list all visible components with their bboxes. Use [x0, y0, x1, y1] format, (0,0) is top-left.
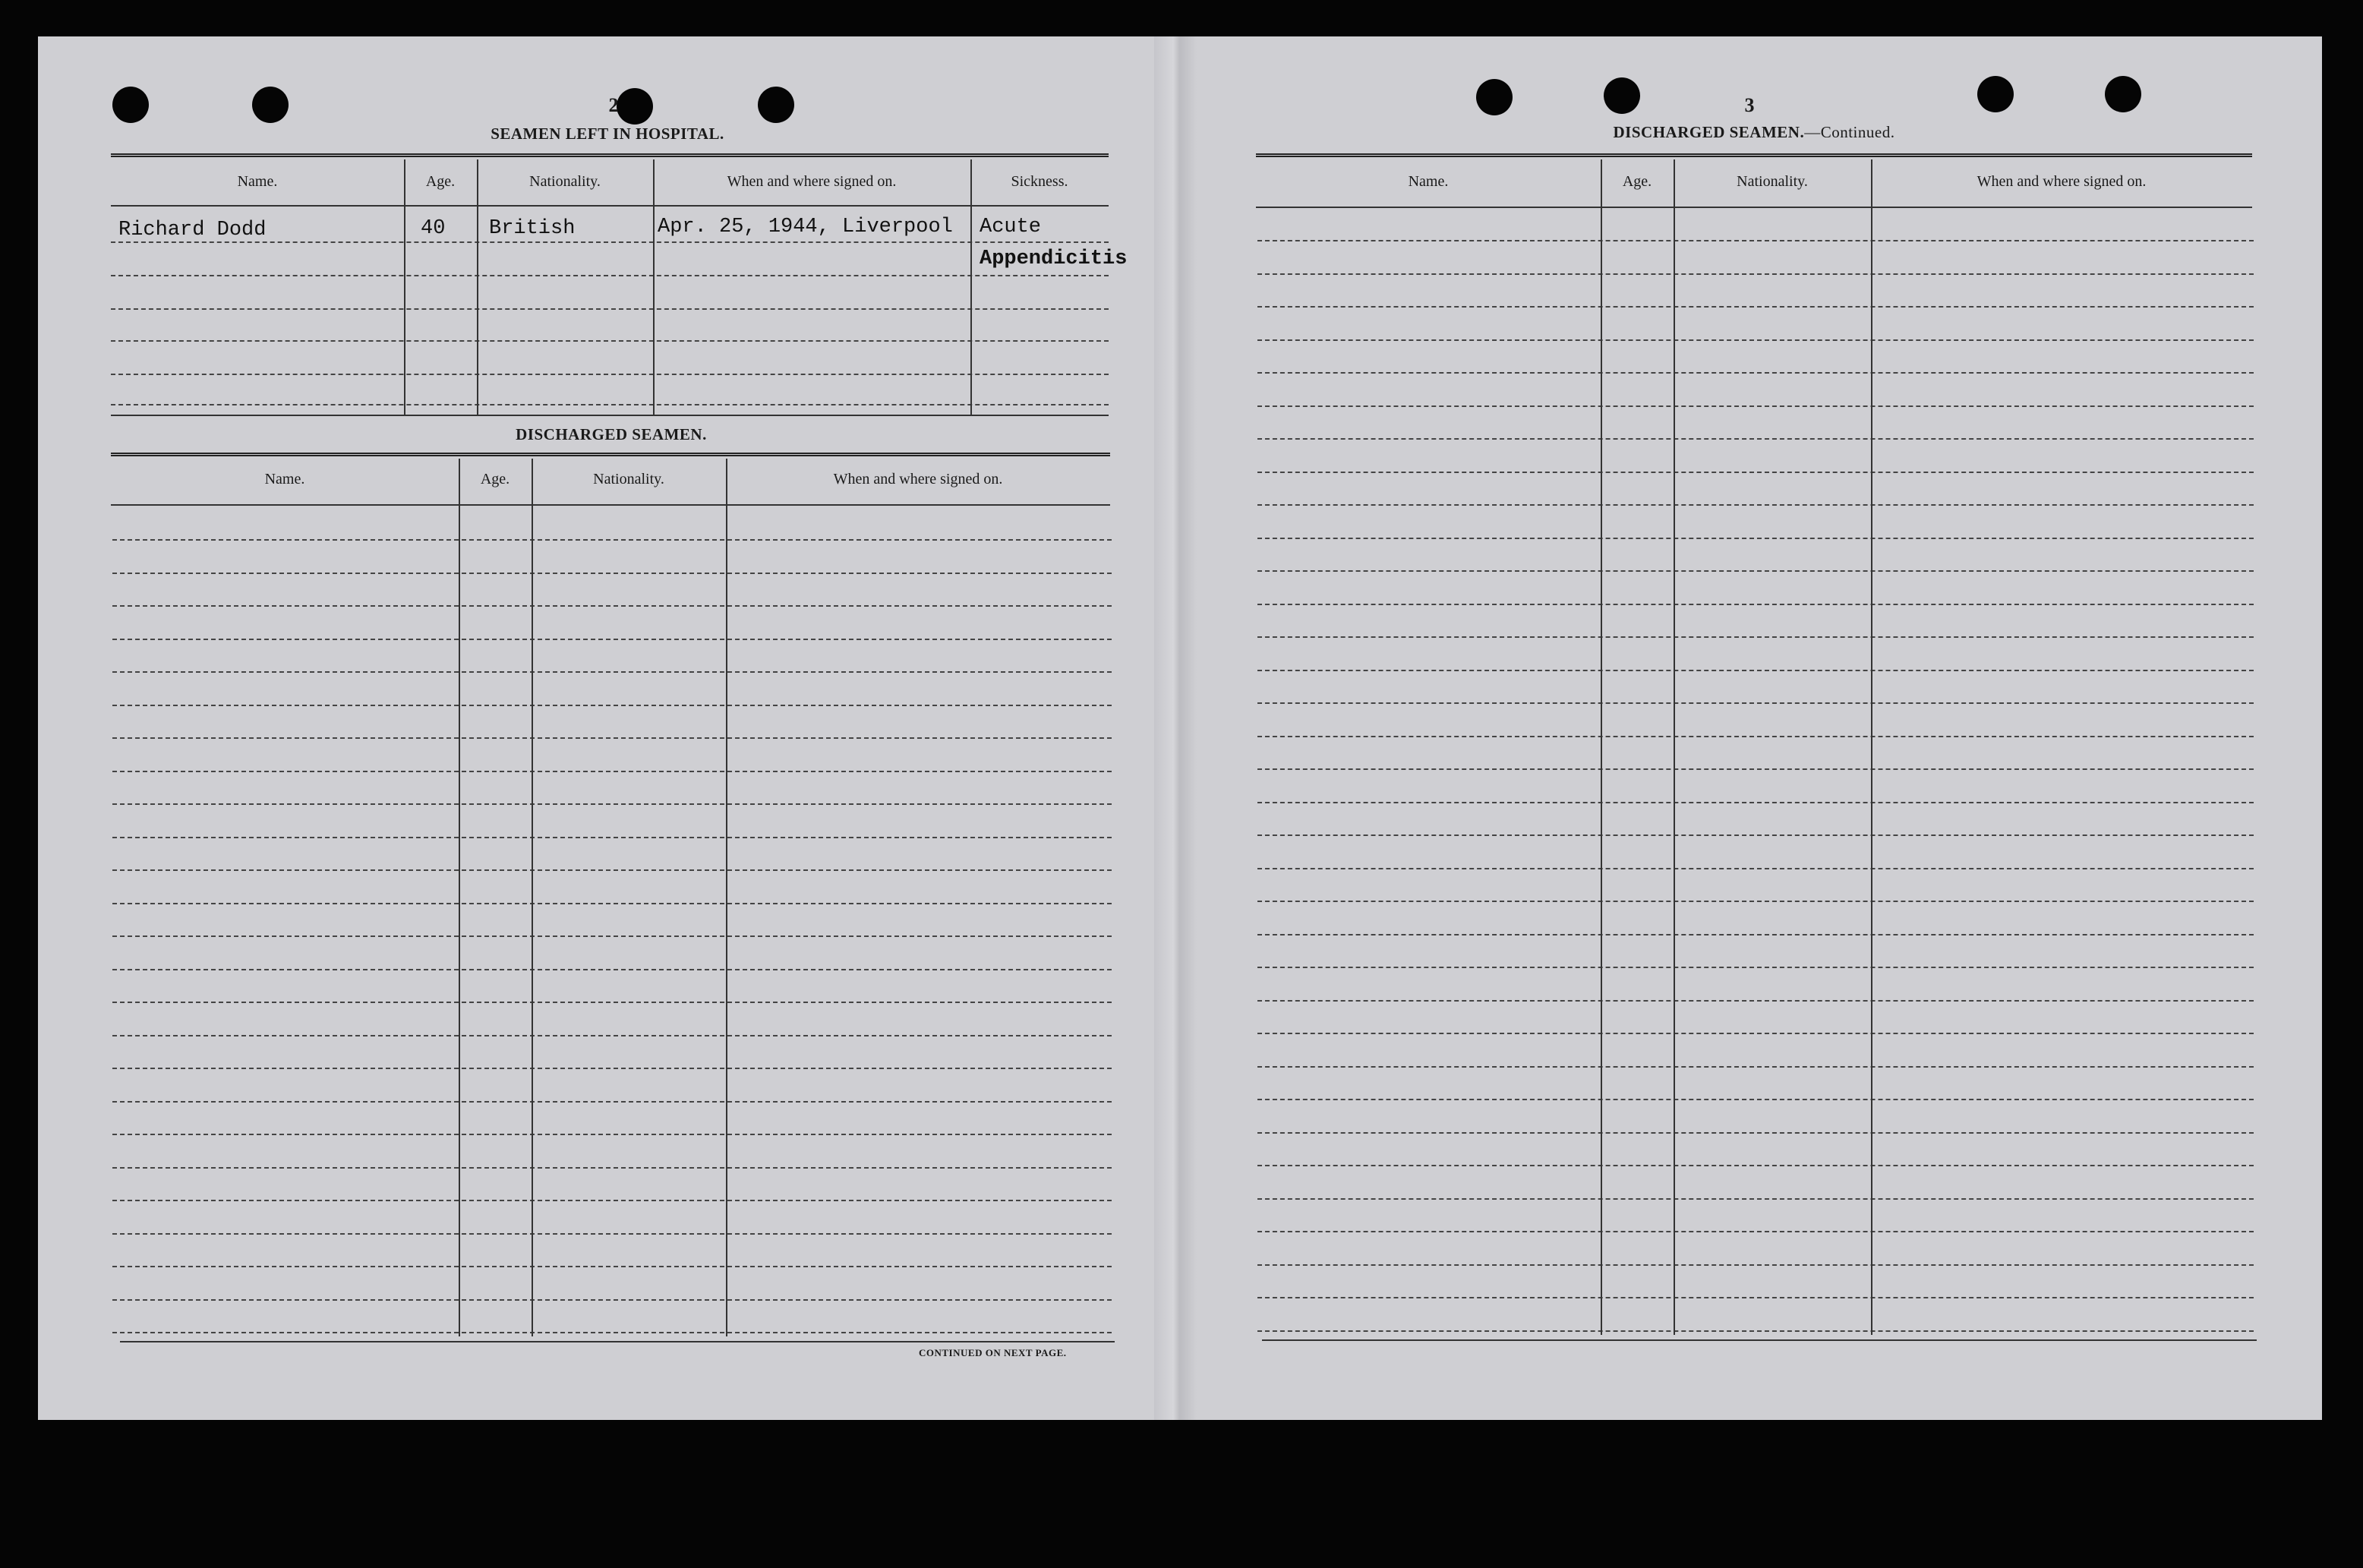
ledger-row-line	[1257, 768, 2254, 770]
hospital-col-divider	[970, 159, 972, 415]
punch-hole	[112, 87, 149, 123]
discharged-header-nationality-left: Nationality.	[593, 471, 664, 487]
discharged-col-divider-left	[459, 459, 460, 1336]
hospital-row-sickness-line1: Acute	[980, 216, 1042, 238]
hospital-row-line	[111, 404, 1109, 405]
ledger-row-line	[1257, 967, 2254, 968]
right-page	[1191, 36, 2322, 1420]
discharged-header-nationality-right: Nationality.	[1737, 173, 1808, 190]
ledger-row-line	[112, 903, 1112, 904]
punch-hole	[1604, 77, 1640, 114]
ledger-row-line	[112, 1266, 1112, 1267]
ledger-row-line	[1257, 1198, 2254, 1200]
ledger-row-line	[1257, 1132, 2254, 1134]
discharged-header-rule-right	[1256, 207, 2252, 208]
ledger-row-line	[1257, 834, 2254, 836]
hospital-header-age: Age.	[425, 173, 456, 190]
ledger-row-line	[1257, 570, 2254, 572]
page-number-left: 2	[608, 94, 619, 116]
ledger-row-line	[112, 573, 1112, 574]
ledger-row-line	[112, 539, 1112, 541]
ledger-row-line	[1257, 240, 2254, 241]
ledger-row-line	[1257, 702, 2254, 704]
punch-hole	[252, 87, 289, 123]
ledger-row-line	[112, 639, 1112, 640]
discharged-header-name-left: Name.	[264, 471, 305, 487]
discharged-header-signed-on-left: When and where signed on.	[833, 471, 1003, 487]
ledger-row-line	[112, 935, 1112, 937]
hospital-row-line	[111, 308, 1109, 310]
ledger-row-line	[1257, 339, 2254, 341]
ledger-row-line	[112, 605, 1112, 607]
ledger-row-line	[112, 837, 1112, 838]
ledger-row-line	[112, 1002, 1112, 1003]
hospital-header-sickness: Sickness.	[1011, 173, 1068, 190]
discharged-section-title-left: DISCHARGED SEAMEN.	[516, 425, 707, 443]
hospital-col-divider	[404, 159, 405, 415]
ledger-row-line	[1257, 736, 2254, 737]
punch-hole	[758, 87, 794, 123]
hospital-col-divider	[653, 159, 655, 415]
ledger-row-line	[1257, 538, 2254, 539]
continued-note: CONTINUED ON NEXT PAGE.	[919, 1347, 1067, 1358]
ledger-row-line	[1257, 472, 2254, 473]
ledger-row-line	[112, 1134, 1112, 1135]
hospital-header-nationality: Nationality.	[529, 173, 601, 190]
ledger-row-line	[1257, 1330, 2254, 1332]
ledger-row-line	[1257, 1066, 2254, 1068]
hospital-top-rule	[111, 153, 1109, 157]
discharged-header-age-left: Age.	[480, 471, 510, 487]
left-page	[38, 36, 1191, 1420]
hospital-row-nationality: British	[489, 217, 576, 240]
ledger-row-line	[112, 1200, 1112, 1201]
discharged-header-signed-on-right: When and where signed on.	[1977, 173, 2147, 190]
ledger-row-line	[112, 969, 1112, 970]
ledger-row-line	[1257, 1099, 2254, 1100]
discharged-top-rule-left	[111, 453, 1110, 456]
hospital-col-divider	[477, 159, 478, 415]
ledger-row-line	[1257, 372, 2254, 374]
ledger-row-line	[1257, 1033, 2254, 1034]
ledger-row-line	[1257, 1000, 2254, 1002]
ledger-row-line	[1257, 670, 2254, 671]
discharged-top-rule-right	[1256, 153, 2252, 157]
hospital-row-sickness-line2: Appendicitis	[980, 248, 1128, 270]
ledger-row-line	[1257, 1165, 2254, 1166]
hospital-row-line	[111, 241, 1109, 243]
ledger-row-line	[1257, 901, 2254, 902]
ledger-row-line	[1257, 636, 2254, 638]
ledger-row-line	[1257, 802, 2254, 803]
hospital-header-rule	[111, 205, 1109, 207]
hospital-bottom-rule	[111, 415, 1109, 416]
ledger-row-line	[1257, 405, 2254, 407]
discharged-header-name-right: Name.	[1408, 173, 1449, 190]
ledger-row-line	[112, 671, 1112, 673]
discharged-title-right-suffix: —Continued.	[1804, 123, 1895, 141]
hospital-header-signed-on: When and where signed on.	[727, 173, 897, 190]
discharged-bottom-rule-left	[120, 1341, 1115, 1342]
ledger-row-line	[1257, 306, 2254, 308]
ledger-row-line	[1257, 934, 2254, 935]
ledger-row-line	[112, 803, 1112, 805]
page-fold	[1154, 36, 1197, 1420]
ledger-row-line	[112, 705, 1112, 706]
ledger-row-line	[112, 869, 1112, 871]
discharged-col-divider-right	[1871, 159, 1872, 1335]
ledger-row-line	[1257, 1264, 2254, 1266]
ledger-row-line	[112, 737, 1112, 739]
ledger-row-line	[1257, 438, 2254, 440]
hospital-row-signed-on: Apr. 25, 1944, Liverpool	[658, 216, 953, 238]
ledger-row-line	[1257, 504, 2254, 506]
ledger-row-line	[112, 1167, 1112, 1169]
page-number-right: 3	[1744, 94, 1755, 116]
hospital-row-line	[111, 374, 1109, 375]
discharged-header-rule-left	[111, 504, 1110, 506]
ledger-row-line	[1257, 868, 2254, 869]
discharged-col-divider-right	[1601, 159, 1602, 1335]
ledger-row-line	[112, 1233, 1112, 1235]
discharged-col-divider-right	[1674, 159, 1675, 1335]
hospital-header-name: Name.	[237, 173, 278, 190]
discharged-bottom-rule-right	[1262, 1339, 2257, 1341]
discharged-header-age-right: Age.	[1622, 173, 1652, 190]
hospital-row-name: Richard Dodd	[118, 219, 267, 241]
punch-hole	[1476, 79, 1513, 115]
punch-hole	[1977, 76, 2014, 112]
discharged-title-right-main: DISCHARGED SEAMEN.	[1613, 123, 1805, 141]
ledger-row-line	[112, 1035, 1112, 1036]
ledger-row-line	[112, 1068, 1112, 1069]
ledger-row-line	[112, 1299, 1112, 1301]
ledger-row-line	[112, 1101, 1112, 1103]
ledger-row-line	[1257, 273, 2254, 275]
ledger-row-line	[112, 771, 1112, 772]
discharged-col-divider-left	[726, 459, 727, 1336]
hospital-row-line	[111, 340, 1109, 342]
hospital-section-title: SEAMEN LEFT IN HOSPITAL.	[491, 125, 724, 143]
ledger-row-line	[1257, 1297, 2254, 1298]
discharged-col-divider-left	[532, 459, 533, 1336]
ledger-row-line	[1257, 604, 2254, 605]
hospital-row-age: 40	[421, 217, 446, 240]
ledger-row-line	[112, 1332, 1112, 1333]
punch-hole	[2105, 76, 2141, 112]
hospital-row-line	[111, 275, 1109, 276]
ledger-row-line	[1257, 1231, 2254, 1232]
discharged-section-title-right	[1549, 123, 1959, 142]
